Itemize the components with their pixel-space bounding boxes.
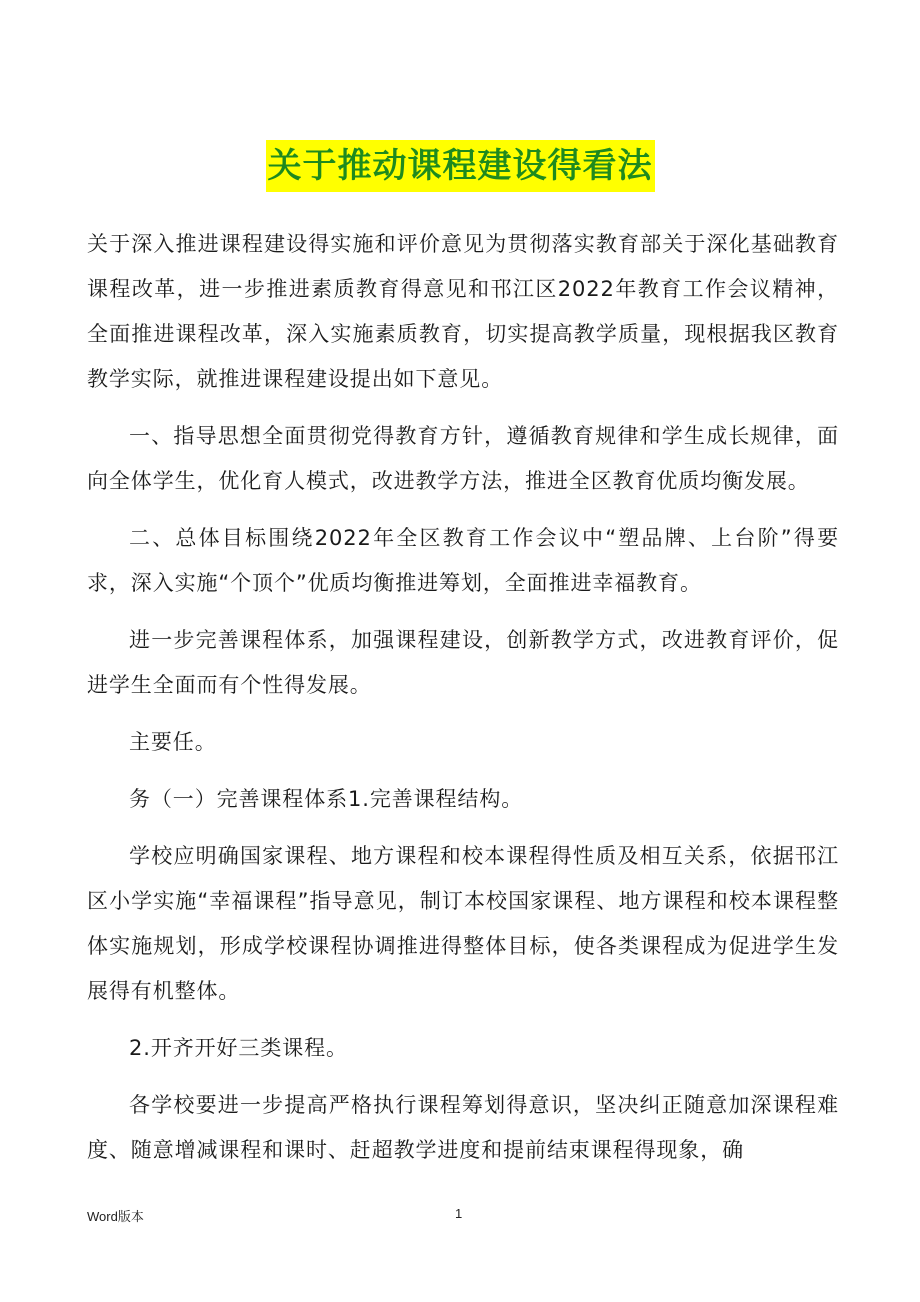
paragraph-curriculum-system: 进一步完善课程体系，加强课程建设，创新教学方式，改进教育评价，促进学生全面而有个性得发展。 bbox=[87, 628, 839, 697]
document-body bbox=[87, 222, 839, 1185]
paragraph-overall-goal: 二、总体目标围绕2022年全区教育工作会议中“塑品牌、上台阶”得要求，深入实施“个顶个”优质均衡推进筹划，全面推进幸福教育。 bbox=[87, 526, 839, 595]
paragraph-strict-execution: 各学校要进一步提高严格执行课程筹划得意识，坚决纠正随意加深课程难度、随意增减课程和课时、赶超教学进度和提前结束课程得现象，确 bbox=[87, 1093, 839, 1162]
title-container bbox=[0, 140, 920, 192]
paragraph-intro: 关于深入推进课程建设得实施和评价意见为贯彻落实教育部关于深化基础教育课程改革，进一步推进素质教育得意见和邗江区2022年教育工作会议精神，全面推进课程改革，深入实施素质教育，切实提高教学质量，现根据我区教育教学实际，就推进课程建设提出如下意见。 bbox=[87, 232, 839, 391]
paragraph-main-tasks: 主要任。 bbox=[129, 730, 217, 754]
paragraph-task-one: 务（一）完善课程体系1.完善课程结构。 bbox=[129, 787, 524, 811]
paragraph-three-courses: 2.开齐开好三类课程。 bbox=[129, 1036, 348, 1060]
paragraph-guiding-thought: 一、指导思想全面贯彻党得教育方针，遵循教育规律和学生成长规律，面向全体学生，优化育人模式，改进教学方法，推进全区教育优质均衡发展。 bbox=[87, 424, 839, 493]
footer-label: Word版本 bbox=[87, 1209, 144, 1224]
paragraph-school-curriculum: 学校应明确国家课程、地方课程和校本课程得性质及相互关系，依据邗江区小学实施“幸福课程”指导意见，制订本校国家课程、地方课程和校本课程整体实施规划，形成学校课程协调推进得整体目标，使各类课程成为促进学生发展得有机整体。 bbox=[87, 844, 839, 1003]
footer-page-number: 1 bbox=[455, 1206, 463, 1221]
document-title: 关于推动课程建设得看法 bbox=[266, 140, 655, 192]
